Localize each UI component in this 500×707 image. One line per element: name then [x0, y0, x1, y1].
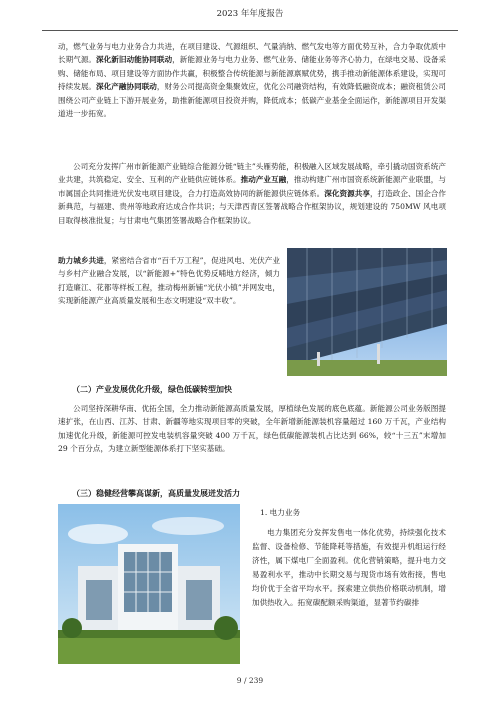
- text-run: 动，燃气业务与电力业务合力共进，在项目建设、气源组织、气量消纳、燃气发电等方面优势互补，合力争取优质中长期气源。: [58, 42, 446, 65]
- header-divider: [42, 30, 458, 31]
- paragraph-green-transition: 公司坚持深耕华南、优拓全国，全力推动新能源高质量发展，厚植绿色发展的底色底蕴。新能源公司业务版图提速扩张，在山西、江苏、甘肃、新疆等地实现项目零的突破，全年新增新能源装机容量超过 160 万千瓦，产业结构加速优化升级，新能源可控发电装机容量突破 400 万千瓦，绿色低碳能源装机占比达到 66%，较“十三五”末增加 29 个百分点，为建立新型能源体系打下坚实基础。: [58, 404, 446, 454]
- page-header: 2023 年年度报告: [216, 9, 284, 19]
- power-building-photo: [58, 504, 240, 664]
- paragraph-industry-chain: [58, 160, 446, 227]
- subheading-electricity: 1. 电力业务: [260, 508, 301, 517]
- text-run: ，推动构建广州市国资系统新能源产业联盟，与市属国企共同推进光伏发电项目建设，合力打造高效协同的新能源供应链体系。: [58, 175, 447, 198]
- bold-phrase: 推动产业互融: [240, 175, 287, 185]
- paragraph-coordination: [58, 40, 446, 120]
- building-icon: [58, 504, 240, 664]
- text-run: 公司充分发挥广州市新能源产业链综合能源分链“链主”头雁势能，积极融入区域发展战略，牵引撬动国资系统产业共建，共筑稳定、安全、互利的产业链供应链体系。: [58, 162, 446, 185]
- paragraph-rural: [58, 254, 280, 308]
- text-run: ，新能源业务与电力业务、燃气业务、储能业务等齐心协力，在绿电交易、设备采购、储能布局、项目建设等方面协作共赢，积极整合传统能源与新能源禀赋优势，携手推动新能源体系建设，实现可持续发展。: [58, 55, 447, 92]
- electricity-section: [252, 506, 446, 610]
- text-run: ，打造政企、国企合作新典范，与福建、贵州等地政府达成合作共识；与天津西青区签署战略合作框架协议，规划建设的 750MW 风电项目取得核准批复；与甘肃电气集团签署战略合作框架协议。: [58, 188, 447, 225]
- section-heading-3: （三）稳健经营攀高谋新，高质量发展迸发活力: [72, 488, 240, 498]
- paragraph-electricity: 电力集团充分发挥发售电一体化优势，持续强化技术监督、设备检修、节能降耗等措施，有效提升机组运行经济性，属下煤电厂全面盈利。优化营销策略，提升电力交易盈利水平，推动中长期交易与现货市场有效衔接，售电均价优于全省平均水平。探索建立供热价格联动机制，增加供热收入。拓宽碳配额采购渠道，显著节约碳排: [252, 528, 446, 607]
- bold-phrase: 深化新旧动能协同联动: [96, 55, 173, 65]
- solar-farm-photo: [287, 248, 447, 376]
- text-run: ，财务公司提高资金集聚效应，优化公司融资结构，有效降低融资成本；融资租赁公司围绕公司产业链上下游开展业务，助推新能源项目投资并购，降低成本；低碳产业基金全面运作，新能源项目开发渠道进一步拓宽。: [58, 82, 447, 119]
- section-heading-2: （二）产业发展优化升级，绿色低碳转型加快: [72, 384, 232, 394]
- solar-panels-icon: [287, 248, 447, 376]
- page-number: 9 / 239: [236, 676, 264, 685]
- bold-phrase: 深化产融协同联动: [96, 82, 157, 92]
- bold-phrase: 深化资源共享: [324, 188, 370, 198]
- bold-phrase: 助力城乡共进: [58, 256, 104, 265]
- text-run: ，紧密结合省市“百千万工程”，促进风电、光伏产业与乡村产业融合发展，以“新能源+”特色优势反哺地方经济，倾力打造廉江、花都等样板工程，推动梅州新铺“光伏小镇”并网发电，实现新能源产业高质量发展和生态文明建设“双丰收”。: [58, 256, 281, 306]
